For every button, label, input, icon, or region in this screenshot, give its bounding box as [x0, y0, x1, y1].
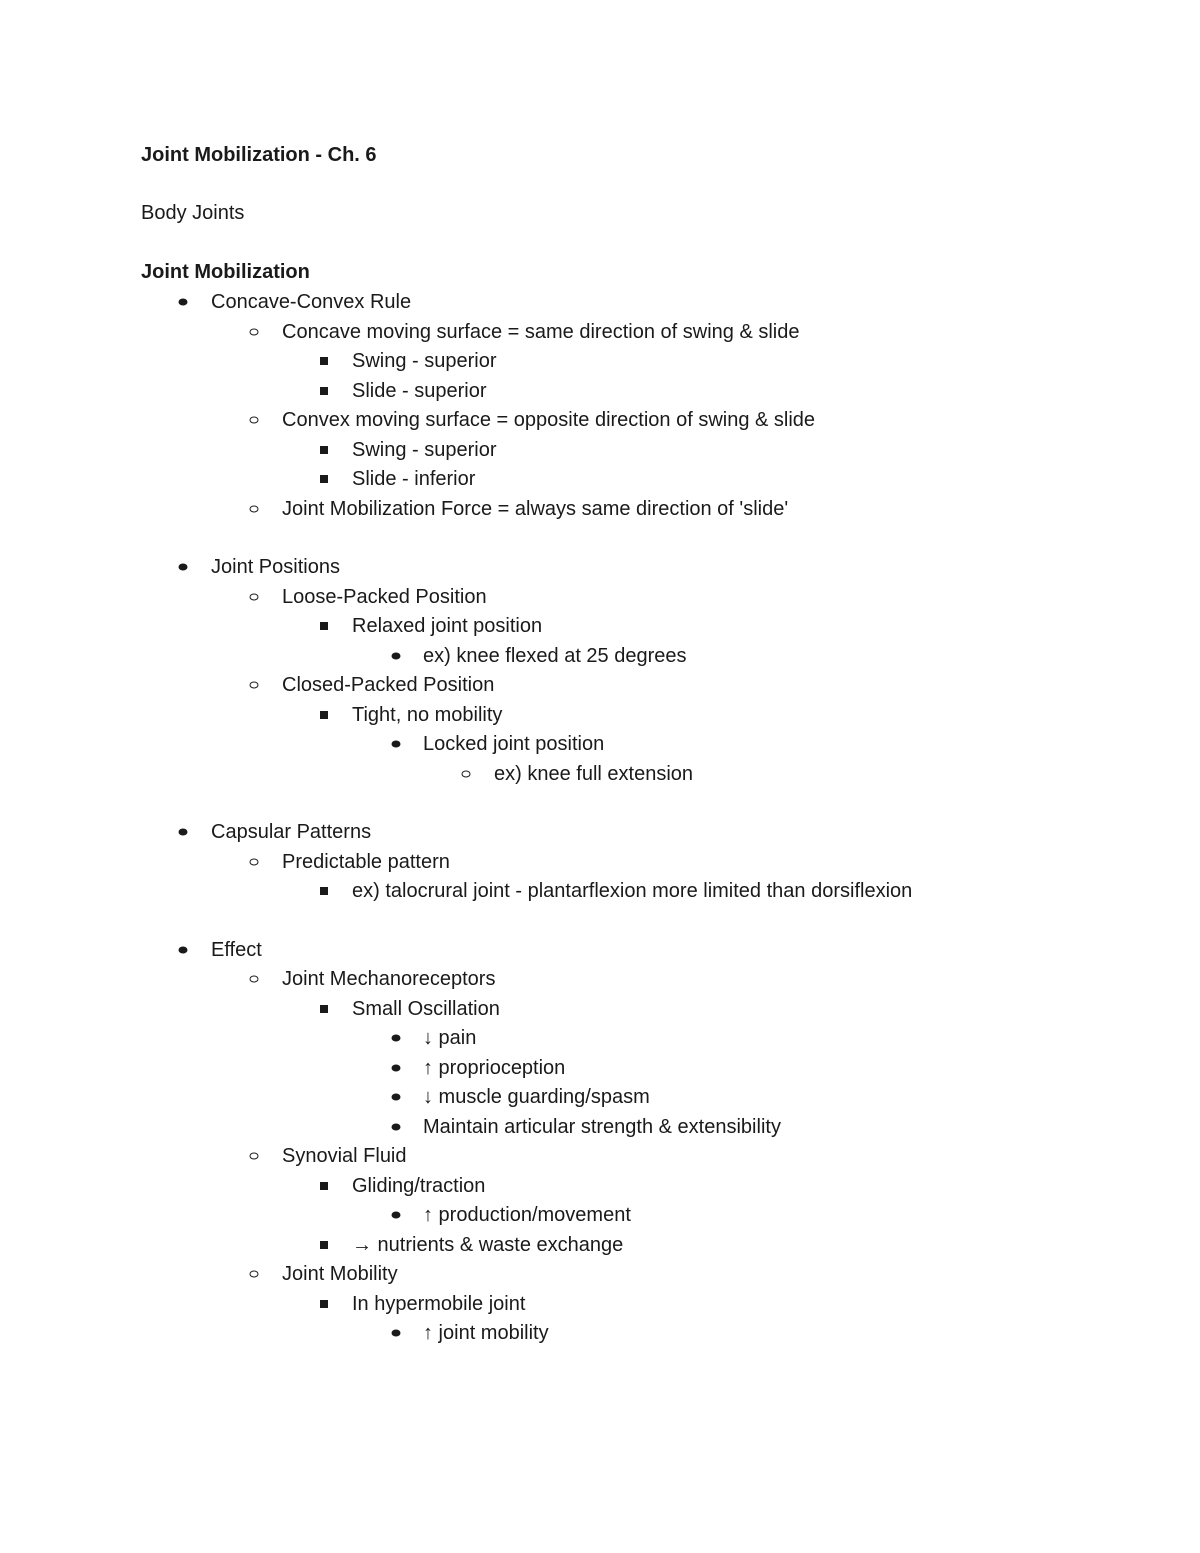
disc-bullet-icon	[392, 1035, 401, 1042]
list-item-text: ex) talocrural joint - plantarflexion more limited than dorsiflexion	[352, 880, 913, 902]
square-bullet-icon	[320, 1241, 328, 1249]
list-item-text: Small Oscillation	[352, 998, 500, 1020]
disc-bullet-icon	[179, 564, 188, 571]
list-item-text: ↓ pain	[423, 1027, 477, 1049]
circle-bullet-icon	[250, 1153, 259, 1160]
square-bullet-icon	[320, 1182, 328, 1190]
square-bullet-icon	[320, 887, 328, 895]
document-title: Joint Mobilization - Ch. 6	[141, 144, 377, 166]
list-item-text: Convex moving surface = opposite direction of swing & slide	[282, 409, 816, 431]
list-item-text: ↑ proprioception	[423, 1057, 566, 1079]
disc-bullet-icon	[392, 653, 401, 660]
square-bullet-icon	[320, 357, 328, 365]
disc-bullet-icon	[392, 1094, 401, 1101]
list-item-text: Effect	[211, 939, 262, 961]
list-item-text: ex) knee flexed at 25 degrees	[423, 645, 687, 667]
disc-bullet-icon	[392, 1065, 401, 1072]
list-item-text: Relaxed joint position	[352, 615, 543, 637]
circle-bullet-icon	[250, 1271, 259, 1278]
list-item-text: Tight, no mobility	[352, 704, 503, 726]
square-bullet-icon	[320, 1005, 328, 1013]
square-bullet-icon	[320, 1300, 328, 1308]
list-item-text: ↑ joint mobility	[423, 1322, 549, 1344]
list-item-text: Synovial Fluid	[282, 1145, 407, 1167]
disc-bullet-icon	[392, 1124, 401, 1131]
list-item-text: ↑ production/movement	[423, 1204, 631, 1226]
list-item-text: Joint Mobilization Force = always same direction of 'slide'	[282, 498, 789, 520]
disc-bullet-icon	[179, 299, 188, 306]
square-bullet-icon	[320, 475, 328, 483]
circle-bullet-icon	[462, 771, 471, 778]
list-item-text: Swing - superior	[352, 350, 497, 372]
circle-bullet-icon	[250, 682, 259, 689]
list-item-text: Closed-Packed Position	[282, 674, 495, 696]
list-item-text: Joint Mechanoreceptors	[282, 968, 496, 990]
section-heading: Joint Mobilization	[141, 261, 310, 283]
square-bullet-icon	[320, 622, 328, 630]
disc-bullet-icon	[179, 947, 188, 954]
list-item-text: Loose-Packed Position	[282, 586, 487, 608]
circle-bullet-icon	[250, 329, 259, 336]
list-item-text: Gliding/traction	[352, 1175, 486, 1197]
list-item-text: Swing - superior	[352, 439, 497, 461]
disc-bullet-icon	[179, 829, 188, 836]
circle-bullet-icon	[250, 506, 259, 513]
list-item-text: Concave-Convex Rule	[211, 291, 412, 313]
circle-bullet-icon	[250, 859, 259, 866]
list-item-text: Joint Positions	[211, 556, 340, 578]
square-bullet-icon	[320, 446, 328, 454]
list-item-text: Joint Mobility	[282, 1263, 398, 1285]
list-item-text: Concave moving surface = same direction of swing & slide	[282, 321, 800, 343]
list-item-text: Maintain articular strength & extensibility	[423, 1116, 781, 1138]
square-bullet-icon	[320, 711, 328, 719]
circle-bullet-icon	[250, 594, 259, 601]
circle-bullet-icon	[250, 417, 259, 424]
square-bullet-icon	[320, 387, 328, 395]
disc-bullet-icon	[392, 741, 401, 748]
list-item-text: → nutrients & waste exchange	[352, 1234, 624, 1256]
list-item-text: Slide - superior	[352, 380, 487, 402]
list-item-text: Capsular Patterns	[211, 821, 372, 843]
list-item-text: Predictable pattern	[282, 851, 450, 873]
list-item-text: Slide - inferior	[352, 468, 476, 490]
list-item-text: ↓ muscle guarding/spasm	[423, 1086, 650, 1108]
disc-bullet-icon	[392, 1212, 401, 1219]
list-item-text: Locked joint position	[423, 733, 605, 755]
section-subtitle: Body Joints	[141, 202, 245, 224]
list-item-text: In hypermobile joint	[352, 1293, 526, 1315]
list-item-text: ex) knee full extension	[494, 763, 694, 785]
circle-bullet-icon	[250, 976, 259, 983]
disc-bullet-icon	[392, 1330, 401, 1337]
